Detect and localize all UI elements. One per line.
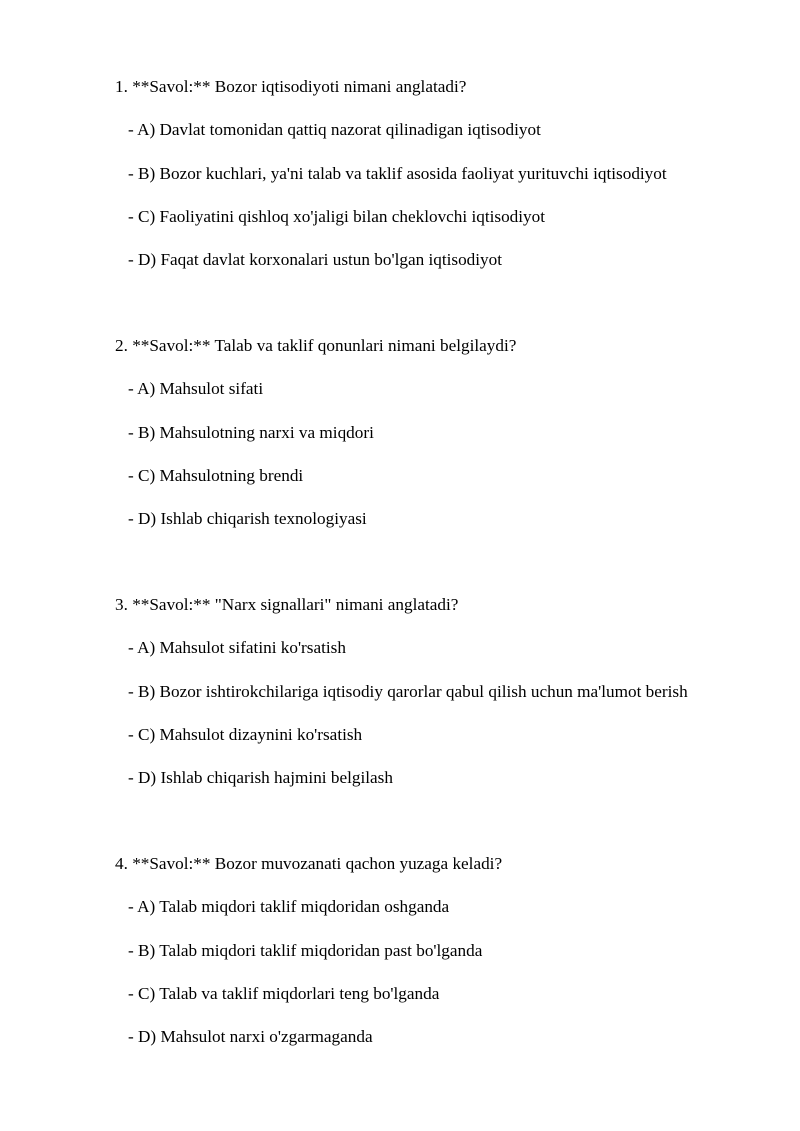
option-b: - B) Talab miqdori taklif miqdoridan past bo'lganda <box>128 940 483 960</box>
option-d: - D) Ishlab chiqarish texnologiyasi <box>128 509 367 529</box>
question-4 <box>115 853 795 1047</box>
option-a: - A) Mahsulot sifatini ko'rsatish <box>128 638 346 658</box>
question-1 <box>115 76 795 270</box>
question-text: 4. **Savol:** Bozor muvozanati qachon yuzaga keladi? <box>115 854 503 873</box>
option-a: - A) Talab miqdori taklif miqdoridan oshganda <box>128 897 450 917</box>
option-b: - B) Mahsulotning narxi va miqdori <box>128 422 374 442</box>
question-text: 2. **Savol:** Talab va taklif qonunlari nimani belgilaydi? <box>115 336 517 355</box>
option-a: - A) Mahsulot sifati <box>128 379 264 399</box>
question-text: 1. **Savol:** Bozor iqtisodiyoti nimani anglatadi? <box>115 77 467 96</box>
option-c: - C) Talab va taklif miqdorlari teng bo'lganda <box>128 983 440 1003</box>
option-b: - B) Bozor ishtirokchilariga iqtisodiy qarorlar qabul qilish uchun ma'lumot berish <box>128 681 688 701</box>
option-d: - D) Faqat davlat korxonalari ustun bo'lgan iqtisodiyot <box>128 250 502 270</box>
question-2 <box>115 335 795 529</box>
question-3 <box>115 594 795 788</box>
option-d: - D) Mahsulot narxi o'zgarmaganda <box>128 1027 373 1047</box>
question-text: 3. **Savol:** "Narx signallari" nimani anglatadi? <box>115 595 459 614</box>
option-c: - C) Mahsulot dizaynini ko'rsatish <box>128 724 363 744</box>
option-b: - B) Bozor kuchlari, ya'ni talab va taklif asosida faoliyat yurituvchi iqtisodiyot <box>128 163 667 183</box>
option-c: - C) Mahsulotning brendi <box>128 465 304 485</box>
option-d: - D) Ishlab chiqarish hajmini belgilash <box>128 768 393 788</box>
option-a: - A) Davlat tomonidan qattiq nazorat qilinadigan iqtisodiyot <box>128 120 541 140</box>
option-c: - C) Faoliyatini qishloq xo'jaligi bilan cheklovchi iqtisodiyot <box>128 206 545 226</box>
